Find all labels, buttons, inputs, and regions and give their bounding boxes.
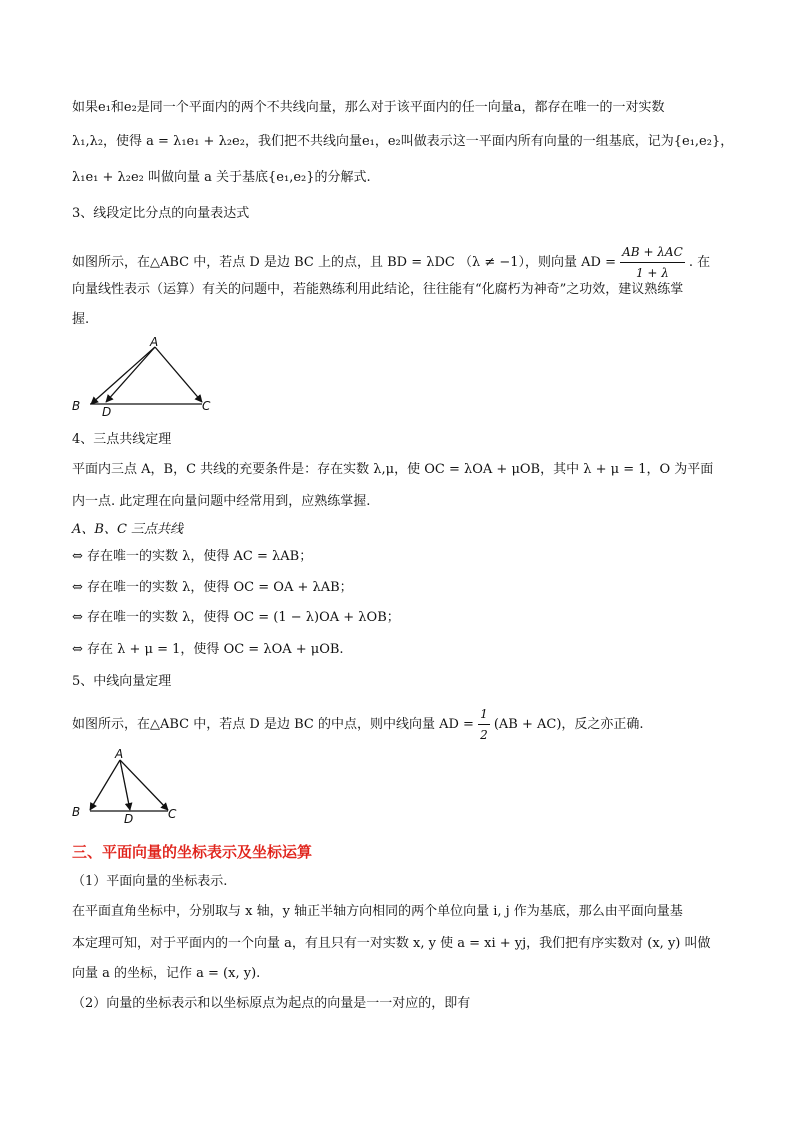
section3-para-line-3: 握. [72, 312, 90, 327]
triangle-diagram-section-divide [68, 334, 218, 420]
section5-title: 5、中线向量定理 [72, 674, 172, 689]
section-heading-coordinates: 三、平面向量的坐标表示及坐标运算 [72, 843, 313, 861]
section3-fraction-denominator: 1 + λ [635, 266, 669, 280]
section3-title: 3、线段定比分点的向量表达式 [72, 206, 250, 221]
section4-line-7: ⇔ 存在 λ + μ = 1，使得 OC = λOA + μOB. [72, 642, 344, 657]
coordinates-line-4: 向量 a 的坐标，记作 a = (x, y). [72, 966, 261, 981]
vector-AB [91, 347, 155, 404]
section3-text-a: 如图所示，在△ABC 中，若点 D 是边 BC 上的点，且 BD = λDC （λ ≠ −1），则向量 AD = [72, 255, 616, 270]
coordinates-line-1: （1）平面向量的坐标表示. [72, 874, 228, 889]
label-C-2: C [168, 807, 177, 821]
section3-para-line-1 [72, 242, 710, 283]
label-D: D [102, 405, 112, 419]
coordinates-line-3: 本定理可知，对于平面内的一个向量 a，有且只有一对实数 x, y 使 a = xi + yj，我们把有序实数对 (x, y) 叫做 [72, 936, 711, 951]
section5-fraction-denominator: 2 [480, 728, 488, 742]
section5-text-b: (AB + AC)，反之亦正确. [493, 717, 644, 732]
section3-para-line-2: 向量线性表示（运算）有关的问题中，若能熟练利用此结论，往往能有“化腐朽为神奇”之功效，建议熟练掌 [72, 282, 684, 297]
section5-line-1 [72, 704, 644, 745]
label-A: A [150, 335, 159, 349]
basis-line-2: λ₁,λ₂，使得 a = λ₁e₁ + λ₂e₂，我们把不共线向量e₁，e₂叫做表示这一平面内所有向量的一组基底，记为{e₁,e₂}， [72, 134, 734, 149]
label-A-2: A [115, 747, 124, 761]
section4-title: 4、三点共线定理 [72, 432, 172, 447]
section3-fraction [620, 242, 685, 283]
vector-AC-2 [120, 760, 168, 810]
section4-line-1: 平面内三点 A，B，C 共线的充要条件是：存在实数 λ,μ，使 OC = λOA + μOB，其中 λ + μ = 1，O 为平面 [72, 462, 714, 477]
section4-line-2: 内一点. 此定理在向量问题中经常用到，应熟练掌握. [72, 494, 371, 509]
vector-AC [155, 347, 202, 402]
section4-line-3: A、B、C 三点共线 [72, 522, 184, 537]
coordinates-line-5: （2）向量的坐标表示和以坐标原点为起点的向量是一一对应的，即有 [72, 996, 471, 1011]
triangle-diagram-median [68, 744, 188, 824]
label-D-2: D [124, 812, 134, 824]
label-B-2: B [72, 805, 81, 819]
section4-line-6: ⇔ 存在唯一的实数 λ，使得 OC = (1 − λ)OA + λOB； [72, 610, 400, 625]
section5-fraction [478, 704, 490, 745]
section3-fraction-numerator: AB + λAC [620, 242, 685, 263]
label-C: C [202, 399, 211, 413]
coordinates-line-2: 在平面直角坐标中，分别取与 x 轴，y 轴正半轴方向相同的两个单位向量 i, j 作为基底，那么由平面向量基 [72, 904, 683, 919]
basis-line-1: 如果e₁和e₂是同一个平面内的两个不共线向量，那么对于该平面内的任一向量a，都存在唯一的一对实数 [72, 100, 665, 115]
vector-AD [106, 347, 155, 402]
vector-AB-2 [90, 760, 120, 810]
section3-text-b: . 在 [688, 255, 711, 270]
section5-fraction-numerator: 1 [478, 704, 490, 725]
vector-AD-2 [120, 760, 130, 810]
section5-text-a: 如图所示，在△ABC 中，若点 D 是边 BC 的中点，则中线向量 AD = [72, 717, 474, 732]
label-B: B [72, 399, 81, 413]
section4-line-4: ⇔ 存在唯一的实数 λ，使得 AC = λAB； [72, 549, 313, 564]
section4-line-5: ⇔ 存在唯一的实数 λ，使得 OC = OA + λAB； [72, 580, 353, 595]
basis-line-3: λ₁e₁ + λ₂e₂ 叫做向量 a 关于基底{e₁,e₂}的分解式. [72, 170, 371, 185]
